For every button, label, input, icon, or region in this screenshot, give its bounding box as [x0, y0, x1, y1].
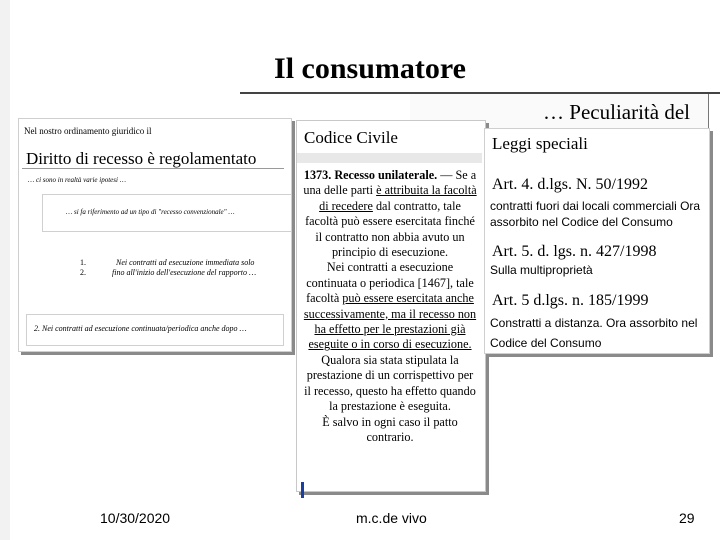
leggi-speciali-title: Leggi speciali — [492, 134, 588, 153]
codice-civile-separator — [297, 153, 482, 163]
article-dash: — — [437, 168, 456, 182]
left-item-text: Nei contratti ad esecuzione immediata solo — [116, 258, 255, 267]
left-card-heading: Diritto di recesso è regolamentato — [26, 149, 257, 168]
article-text: È salvo in ogni caso il patto contrario. — [322, 414, 458, 444]
law-article-3: Art. 5 d.lgs. n. 185/1999 — [492, 292, 649, 309]
law-note-2: Sulla multiproprietà — [490, 263, 593, 277]
law-article-1: Art. 4. d.lgs. N. 50/1992 — [492, 176, 648, 193]
left-subcard-1-text: … si fa riferimento ad un tipo di "recesso convenzionale" … — [66, 208, 235, 216]
law-note-1: contratti fuori dai locali commerciali Ora assorbito nel Codice del Consumo — [490, 199, 701, 229]
left-item-number: 2. — [80, 268, 86, 277]
left-item-number: 1. — [80, 258, 86, 267]
left-card-divider — [22, 168, 284, 169]
article-text: Se a una delle parti — [303, 168, 477, 198]
left-subcard-3-text: 2. Nei contratti ad esecuzione continuata/periodica anche dopo … — [34, 324, 247, 333]
codice-civile-article — [302, 168, 478, 445]
article-text: dal contratto, tale facoltà può essere esercitata finché il contratto non abbia avuto un principio di esecuzione. — [305, 198, 475, 260]
left-card-intro: … ci sono in realtà varie ipotesi … — [28, 176, 126, 184]
codice-civile-title: Codice Civile — [304, 128, 398, 147]
article-heading: 1373. Recesso unilaterale. — [303, 168, 438, 182]
law-article-2: Art. 5. d. lgs. n. 427/1998 — [492, 243, 657, 260]
footer-date: 10/30/2020 — [100, 510, 171, 526]
peculiarity-text: … Peculiarità del — [543, 100, 690, 124]
left-item-text: fino all'inizio dell'esecuzione del rapporto … — [112, 268, 257, 277]
slide-number: 29 — [679, 510, 695, 526]
article-text: Nei contratti a esecuzione continuata o periodica [1467], tale facoltà — [306, 260, 474, 306]
article-text-underlined: è attribuita la facoltà di recedere — [319, 183, 477, 213]
left-card-caption: Nel nostro ordinamento giuridico il — [24, 126, 152, 136]
slide-title: Il consumatore — [274, 52, 466, 85]
article-text: Qualora sia stata stipulata la prestazione di un corrispettivo per il recesso, questo ha effetto quando la prestazione è eseguita. — [304, 352, 476, 414]
blue-marker — [301, 482, 304, 498]
footer-author: m.c.de vivo — [356, 510, 427, 526]
article-text-underlined: può essere esercitata anche successivamente, ma il recesso non ha effetto per le prestazioni già eseguite o in corso di esecuzione. — [303, 291, 477, 352]
law-note-3: Constratti a distanza. Ora assorbito nel Codice del Consumo — [490, 316, 698, 350]
